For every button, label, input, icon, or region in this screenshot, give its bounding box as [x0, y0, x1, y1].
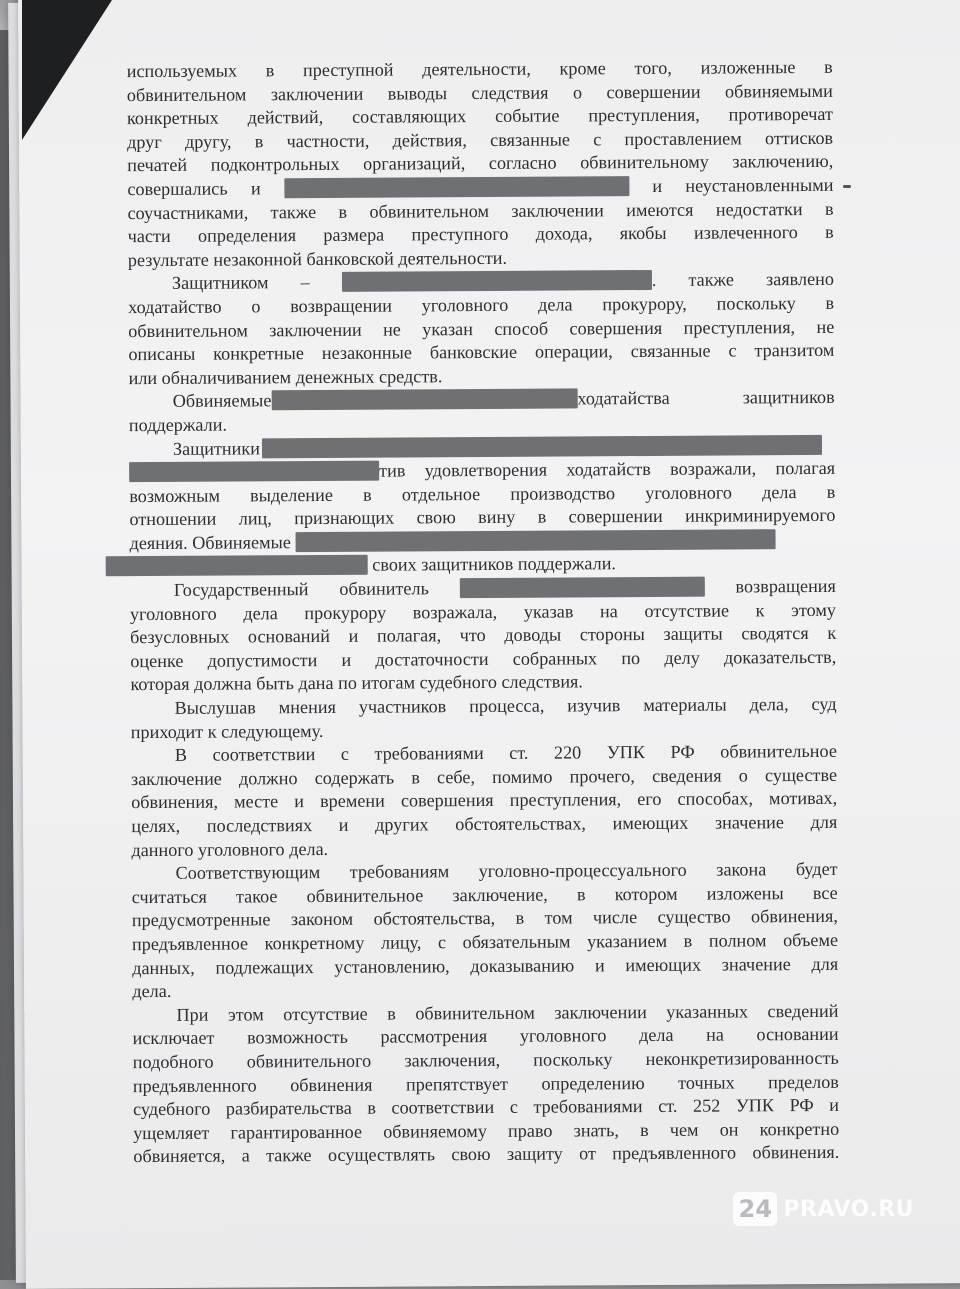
text-line: В соответствии с требованиями ст. 220 УПК РФ обвинительное — [174, 741, 837, 766]
text-line: данного уголовного дела. — [131, 838, 329, 860]
text-line: результате незаконной банковской деятельности. — [127, 247, 508, 270]
text-line: считаться такое обвинительное заключение, в котором изложены все — [131, 882, 838, 907]
text-line: части определения размера преступного дохода, якобы извлеченного в — [127, 222, 834, 247]
text-line: оценке допустимости и достаточности собранных по делу доказательств, — [130, 646, 837, 671]
redaction-bar — [284, 176, 629, 198]
redaction-bar — [271, 389, 577, 411]
text-fragment: деяния. Обвиняемые — [129, 532, 291, 554]
text-line: дела. — [132, 981, 172, 1002]
text-fragment: совершались и — [127, 178, 261, 200]
text-line: предъявленного обвинения препятствует определению точных пределов — [132, 1071, 839, 1096]
dark-corner — [22, 0, 112, 140]
text-line: ходатайство о возвращении уголовного дела прокурору, поскольку в — [128, 292, 835, 318]
text-line: предусмотренные законом обстоятельства, в том числе существо обвинения, — [131, 906, 838, 931]
text-line: печатей подконтрольных организаций, согласно обвинительному заключению, — [127, 151, 834, 176]
text-line: подобного обвинительного заключения, поскольку неконкретизированность — [132, 1047, 839, 1073]
text-line: уголовного дела прокурору возражала, указав на отсутствие к этому — [129, 599, 837, 624]
text-line: или обналичиванием денежных средств. — [128, 365, 443, 388]
text-line: поддержали. — [128, 414, 228, 436]
text-line: Соответствующим требованиям уголовно-процессуального закона будет — [175, 859, 838, 884]
text-fragment: Обвиняемые — [172, 390, 272, 412]
text-line: обвинительном заключении не указан способ совершения преступления, не — [128, 316, 835, 341]
watermark — [733, 1192, 914, 1226]
text-line: предъявленное конкретному лицу, с обязательным указанием в полном объеме — [131, 929, 839, 955]
redaction-bar — [342, 270, 652, 292]
redaction-bar — [460, 577, 705, 598]
text-line: используемых в преступной деятельности, кроме того, изложенные в — [126, 56, 833, 82]
text-line: ущемляет гарантированное обвиняемому право знать, в чем он конкретно — [133, 1118, 840, 1143]
text-fragment: тив удовлетворения ходатайств возражали, полагая — [379, 457, 836, 481]
text-line: целях, последствиях и других обстоятельствах, имеющих значение для — [131, 811, 838, 837]
text-line: судебного разбирательства в соответствии с требованиями ст. 252 УПК РФ и — [132, 1094, 840, 1120]
text-fragment: ходатайства защитников — [577, 387, 835, 409]
text-line: соучастниками, также в обвинительном заключении имеются недостатки в — [127, 198, 834, 223]
redaction-bar — [106, 555, 368, 577]
text-line: отношении лиц, признающих свою вину в совершении инкриминируемого — [129, 505, 836, 530]
text-line: данных, подлежащих установлению, доказыванию и имеющих значение для — [132, 953, 839, 978]
text-fragment: Защитником – — [171, 272, 310, 294]
text-line: конкретных действий, составляющих событие преступления, противоречат — [126, 104, 834, 129]
watermark-logo: 24 — [733, 1192, 777, 1226]
text-line: При этом отсутствие в обвинительном заключении указанных сведений — [176, 1000, 839, 1025]
redaction-bar — [295, 529, 775, 552]
text-line: Выслушав мнения участников процесса, изучив материалы дела, суд — [174, 693, 837, 718]
text-fragment: возвращения — [735, 575, 836, 597]
text-line: исключает возможность рассмотрения уголовного дела на основании — [132, 1024, 839, 1049]
text-line: обвиняется, а также осуществлять свою защиту от предъявленного обвинения. — [133, 1142, 840, 1167]
text-fragment: . также заявлено — [651, 269, 835, 291]
pen-mark — [843, 185, 851, 188]
text-line: друг другу, в частности, действия, связанные с проставлением оттисков — [127, 127, 834, 152]
text-fragment: Защитники — [172, 437, 260, 459]
text-fragment: и неустановленными — [652, 174, 834, 196]
document-text — [127, 56, 840, 1169]
text-line: приходит к следующему. — [130, 720, 324, 742]
redaction-bar — [129, 461, 379, 483]
text-fragment: Государственный обвинитель — [173, 578, 429, 600]
text-line: заключение должно содержать в себе, помимо прочего, сведения о существе — [130, 764, 838, 789]
redaction-bar — [262, 434, 822, 457]
text-line: возможным выделение в отдельное производство уголовного дела в — [129, 481, 836, 506]
watermark-text: PRAVO.RU — [783, 1196, 914, 1222]
text-fragment: своих защитников поддержали. — [372, 553, 616, 576]
text-line: описаны конкретные незаконные банковские операции, связанные с транзитом — [128, 339, 835, 365]
text-line: обвинения, месте и времени совершения преступления, его способах, мотивах, — [131, 788, 838, 813]
text-line: обвинительном заключении выводы следствия о совершении обвиняемыми — [126, 80, 833, 105]
text-line: которая должна быть дана по итогам судебного следствия. — [130, 671, 584, 695]
text-line — [129, 386, 835, 414]
text-line: безусловных оснований и полагая, что доводы стороны защиты сводятся к — [130, 623, 837, 648]
text-line — [130, 528, 836, 556]
